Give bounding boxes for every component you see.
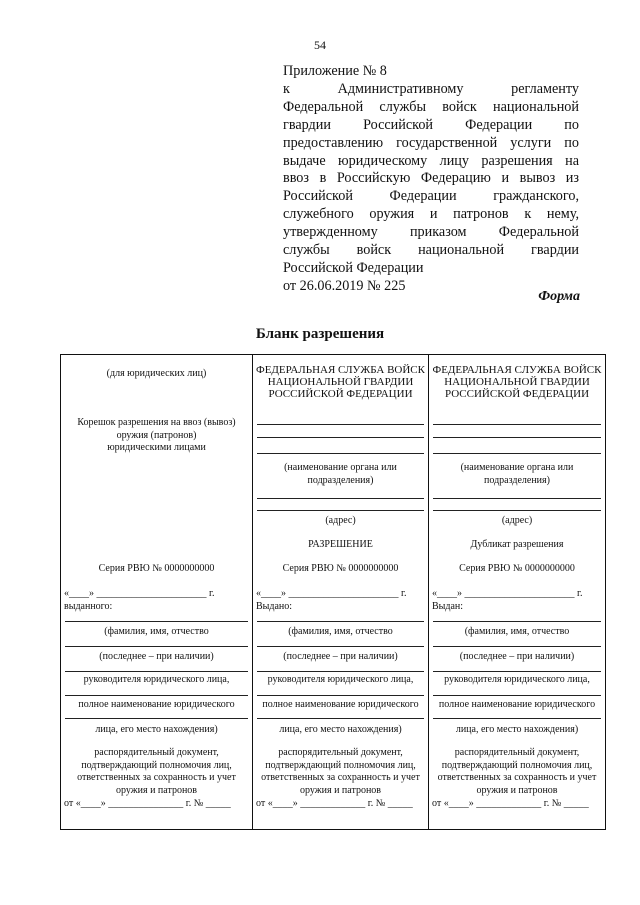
fill-line xyxy=(257,646,424,647)
appendix-line: предоставлению государственной услуги по xyxy=(283,134,579,151)
issued-label: выданного: xyxy=(64,601,113,612)
fill-line xyxy=(433,510,601,511)
fill-line xyxy=(433,695,601,696)
page-title: Бланк разрешения xyxy=(255,326,385,342)
doc-line: ответственных за сохранность и учет xyxy=(261,772,420,783)
fill-line xyxy=(433,621,601,622)
doc-line: ответственных за сохранность и учет xyxy=(437,772,597,783)
org-label: (наименование органа или xyxy=(460,462,574,473)
fio-label: (фамилия, имя, отчество xyxy=(464,626,570,637)
date-line: «____» ______________________ г. xyxy=(432,588,583,599)
head-label: руководителя юридического лица, xyxy=(444,674,590,685)
org-label: (наименование органа или xyxy=(284,462,397,473)
appendix-line: утвержденному приказом Федеральной xyxy=(283,224,579,241)
series-number: Серия РВЮ № 0000000000 xyxy=(98,563,215,574)
fill-line xyxy=(257,695,424,696)
stub-column xyxy=(61,355,252,829)
form-label: Форма xyxy=(538,289,580,304)
authority-header: РОССИЙСКОЙ ФЕДЕРАЦИИ xyxy=(444,388,590,400)
fio-label: (фамилия, имя, отчество xyxy=(104,626,209,637)
doc-line: распорядительный документ, xyxy=(278,747,403,758)
fill-line xyxy=(257,718,424,719)
appendix-line: Федеральной службы войск национальной xyxy=(283,98,579,115)
fill-line xyxy=(257,437,424,438)
authority-header: НАЦИОНАЛЬНОЙ ГВАРДИИ xyxy=(444,376,590,388)
appendix-line: ввоз в Российскую Федерацию и вывоз из xyxy=(283,170,579,187)
appendix-line: к Административному регламенту xyxy=(283,80,579,97)
series-number: Серия РВЮ № 0000000000 xyxy=(282,563,399,574)
last-name-note: (последнее – при наличии) xyxy=(459,651,575,662)
fill-line xyxy=(433,424,601,425)
stub-title-line: оружия (патронов) xyxy=(116,430,197,441)
fill-line xyxy=(433,718,601,719)
doc-line: ответственных за сохранность и учет xyxy=(77,772,236,783)
date-line: «____» ______________________ г. xyxy=(256,588,407,599)
doc-line: распорядительный документ, xyxy=(454,747,580,758)
full-name-label: полное наименование юридического xyxy=(262,699,419,710)
doc-date-line: от «____» _____________ г. № _____ xyxy=(432,798,589,809)
page-number: 54 xyxy=(314,38,326,52)
authority-header: ФЕДЕРАЛЬНАЯ СЛУЖБА ВОЙСК xyxy=(256,364,425,376)
last-name-note: (последнее – при наличии) xyxy=(283,651,398,662)
duplicate-title: Дубликат разрешения xyxy=(470,539,564,550)
fill-line xyxy=(433,646,601,647)
doc-line: оружия и патронов xyxy=(476,785,558,796)
location-label: лица, его место нахождения) xyxy=(95,724,218,735)
stub-title-line: Корешок разрешения на ввоз (вывоз) xyxy=(77,417,236,428)
doc-line: оружия и патронов xyxy=(299,785,382,796)
fio-label: (фамилия, имя, отчество xyxy=(288,626,393,637)
location-label: лица, его место нахождения) xyxy=(279,724,402,735)
fill-line xyxy=(65,718,248,719)
fill-line xyxy=(257,424,424,425)
doc-line: распорядительный документ, xyxy=(94,747,219,758)
appendix-line: служебного оружия и патронов к нему, xyxy=(283,206,579,223)
fill-line xyxy=(433,498,601,499)
fill-line xyxy=(257,510,424,511)
fill-line xyxy=(257,621,424,622)
head-label: руководителя юридического лица, xyxy=(267,674,414,685)
fill-line xyxy=(257,498,424,499)
permit-form xyxy=(60,354,606,830)
location-label: лица, его место нахождения) xyxy=(455,724,579,735)
address-label: (адрес) xyxy=(325,515,356,526)
doc-line: оружия и патронов xyxy=(115,785,198,796)
doc-line: подтверждающий полномочия лиц, xyxy=(441,760,593,771)
fill-line xyxy=(433,437,601,438)
stub-title-line: юридическими лицами xyxy=(107,442,206,453)
full-name-label: полное наименование юридического xyxy=(438,699,596,710)
permit-column xyxy=(253,355,428,829)
doc-date-line: от «____» _______________ г. № _____ xyxy=(64,798,231,809)
authority-header: ФЕДЕРАЛЬНАЯ СЛУЖБА ВОЙСК xyxy=(432,364,602,376)
issued-label: Выдано: xyxy=(256,601,293,612)
fill-line xyxy=(257,453,424,454)
appendix-line: Приложение № 8 xyxy=(283,63,387,79)
duplicate-column xyxy=(429,355,605,829)
appendix-line: Российской Федерации гражданского, xyxy=(283,188,579,205)
fill-line xyxy=(65,646,248,647)
address-label: (адрес) xyxy=(501,515,533,526)
fill-line xyxy=(65,621,248,622)
fill-line xyxy=(65,695,248,696)
series-number: Серия РВЮ № 0000000000 xyxy=(459,563,575,574)
date-line: «____» ______________________ г. xyxy=(64,588,215,599)
appendix-block xyxy=(283,63,579,296)
doc-date-line: от «____» _____________ г. № _____ xyxy=(256,798,413,809)
appendix-line: выдаче юридическому лицу разрешения на xyxy=(283,152,579,169)
fill-line xyxy=(65,671,248,672)
permit-title: РАЗРЕШЕНИЕ xyxy=(308,539,373,550)
authority-header: РОССИЙСКОЙ ФЕДЕРАЦИИ xyxy=(268,388,413,400)
org-label: подразделения) xyxy=(307,475,374,486)
fill-line xyxy=(433,671,601,672)
head-label: руководителя юридического лица, xyxy=(83,674,230,685)
org-label: подразделения) xyxy=(484,475,550,486)
appendix-line: Российской Федерации xyxy=(283,259,424,276)
issued-label: Выдан: xyxy=(432,601,464,612)
appendix-line: от 26.06.2019 № 225 xyxy=(283,277,406,294)
last-name-note: (последнее – при наличии) xyxy=(99,651,214,662)
authority-header: НАЦИОНАЛЬНОЙ ГВАРДИИ xyxy=(267,376,414,388)
appendix-line: гвардии Российской Федерации по xyxy=(283,116,579,133)
doc-line: подтверждающий полномочия лиц, xyxy=(265,760,416,771)
fill-line xyxy=(257,671,424,672)
stub-type-label: (для юридических лиц) xyxy=(106,368,207,379)
doc-line: подтверждающий полномочия лиц, xyxy=(81,760,232,771)
appendix-line: службы войск национальной гвардии xyxy=(283,242,579,259)
fill-line xyxy=(433,453,601,454)
full-name-label: полное наименование юридического xyxy=(78,699,235,710)
